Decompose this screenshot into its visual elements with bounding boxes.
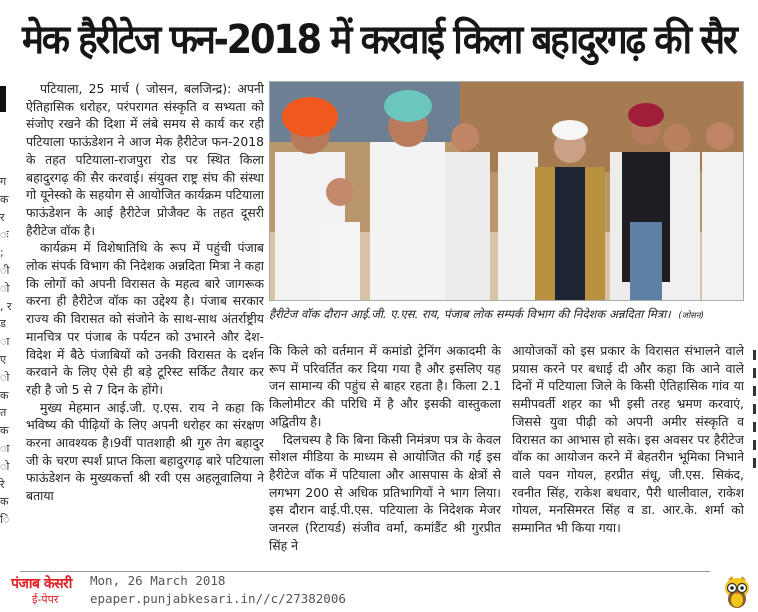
- adjacent-article-edge: [750, 342, 758, 492]
- photo-credit: (जोसन): [678, 311, 704, 321]
- article-column-1: [26, 80, 264, 560]
- footer-divider: [20, 571, 710, 572]
- article-paragraph: कार्यक्रम में विशेषातिथि के रूप में पहुंची पंजाब लोक संपर्क विभाग की निदेशक अन्नदिता मित्रा ने कहा कि लोगों को अपनी विरासत के महत्व बारे जागरूक करना ही हैरीटेज वॉक का उद्देश्य है। पंजाब सरकार राज्य की विरासत को संजोने के साथ-साथ अंतर्राष्ट्रीय मानचित्र पर पंजाब के पर्यटन को उभारने और देश-विदेश में बैठे पंजाबियों को उनकी विरासत के दर्शन करवाने के लिए ऐसे ही बड़े टूरिस्ट सर्किट तैयार कर रही है जो 5 से 7 दिन के होंगे।: [26, 240, 264, 397]
- adjacent-headline-fragment: [0, 86, 6, 112]
- news-photo: [269, 81, 744, 301]
- article-paragraph: पटियाला, 25 मार्च ( जोसन, बलजिन्द्र): अपनी ऐतिहासिक धरोहर, परंपरागत संस्कृति व सभ्यता को संजोए रखने की दिशा में लंबे समय से कार्य कर रही पटियाला फाऊंडेशन ने आज मेक हैरीटेज फन-2018 के तहत पटियाला-राजपुरा रोड पर स्थित किला बहादुरगढ़ की सैर करवाई। संयुक्त राष्ट्र संघ की संस्था गो यूनेस्को के सहयोग से आयोजित कार्यक्रम पटियाला फाऊंडेशन के आई हैरीटेज प्रोजैक्ट के तहत दूसरी हैरीटेज वॉक है।: [26, 81, 264, 238]
- owl-icon[interactable]: [722, 574, 752, 608]
- punjab-kesari-logo[interactable]: पंजाब केसरी: [11, 576, 72, 592]
- headline: मेक हैरीटेज फन-2018 में करवाई किला बहादुरगढ़ की सैर: [22, 17, 736, 63]
- edition-date: Mon, 26 March 2018: [90, 573, 226, 588]
- article-paragraph: आयोजकों को इस प्रकार के विरासत संभालने वाले प्रयास करने पर बधाई दी और कहा कि आने वाले दिनों में पटियाला जिले के किसी ऐतिहासिक गांव या समीपवर्ती शहर का भी इसी तरह भ्रमण करवाएं, जिससे युवा पीढ़ी को अपनी अमीर संस्कृति व विरासत का आभास हो सके। इस अवसर पर हैरीटेज वॉक का आयोजन करने में बेहतरीन भूमिका निभाने वाले पवन गोयल, हरप्रीत संधू, जी.एस. सिकंद, रवनीत सिंह, राकेश बधवार, पैरी धालीवाल, राकेश गोयल, मनसिमरत सिंह व डा. आर.के. शर्मा को सम्मानित भी किया गया।: [512, 343, 744, 536]
- article-column-2: [269, 342, 501, 560]
- adjacent-article-fragment: [0, 78, 14, 558]
- epaper-url[interactable]: epaper.punjabkesari.in//c/27382006: [90, 591, 346, 606]
- epaper-label: ई-पेपर: [32, 593, 59, 606]
- photo-illustration: [270, 82, 743, 300]
- article-paragraph: कि किले को वर्तमान में कमांडो ट्रेनिंग अकादमी के रूप में परिवर्तित कर दिया गया है और इसलिए यह जन सामान्य की पहुंच से बाहर रहता है। किला 2.1 किलोमीटर की परिधि में है और इसकी वास्तुकला अद्वितीय है।: [269, 343, 501, 429]
- adjacent-text-fragment: ग क र ः ; ी ो , र ड ा ए ो क त क ा ो रे क ि: [0, 175, 12, 527]
- article-paragraph: मुख्य मेहमान आई.जी. ए.एस. राय ने कहा कि भविष्य की पीढ़ियों के लिए अपनी धरोहर का संरक्षण करना आवश्यक है।9वीं पातशाही श्री गुरु तेग बहादुर जी के चरण स्पर्श प्राप्त किला बहादुरगढ़ बारे पटियाला फाऊंडेशन के मुख्यकर्त्ता श्री रवी एस अहलूवालिया ने बताया: [26, 399, 264, 504]
- photo-caption: [269, 303, 749, 325]
- caption-text: हैरीटेज वॉक दौरान आई.जी. ए.एस. राय, पंजाब लोक सम्पर्क विभाग की निदेशक अन्नदिता मित्रा।: [269, 307, 671, 321]
- article-paragraph: दिलचस्प है कि बिना किसी निमंत्रण पत्र के केवल सोशल मीडिया के माध्यम से आयोजित की गई इस हैरीटेज वॉक में पटियाला और आसपास के क्षेत्रों से लगभग 200 से अधिक प्रतिभागियों ने भाग लिया।इस दौरान वाई.पी.एस. पटियाला के निदेशक मेजर जनरल (रिटायर्ड) संजीव वर्मा, कमांडैंट श्री गुरप्रीत सिंह ने: [269, 431, 501, 553]
- article-column-3: [512, 342, 744, 560]
